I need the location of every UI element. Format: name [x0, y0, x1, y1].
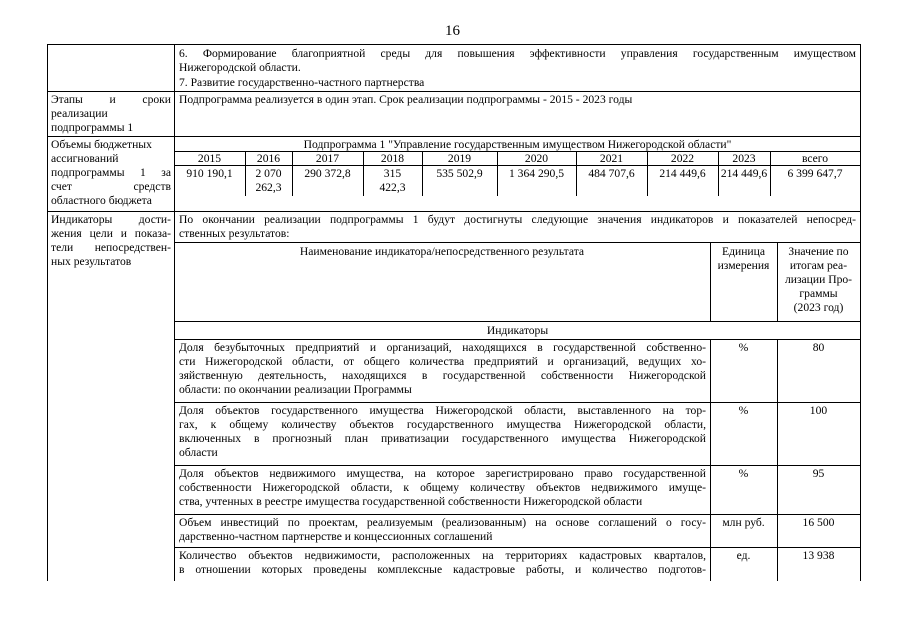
budget-value: 1 364 290,5 — [508, 167, 565, 180]
stages-label-word: Этапы — [51, 93, 83, 106]
goal-6-line-1: 6. Формирование благоприятной среды для повышения эффективности управления государственным имуществом — [179, 47, 856, 60]
value-header-line: Значение по — [788, 245, 849, 258]
budget-value-line: 262,3 — [255, 181, 282, 194]
indicator-col-line — [710, 339, 711, 581]
row-divider — [47, 136, 861, 137]
indicator-row-line: Доля объектов недвижимого имущества, на которое зарегистрировано право государственной — [179, 467, 706, 480]
indicator-row — [179, 549, 706, 577]
budget-value: 535 502,9 — [436, 167, 483, 180]
year-header: всего — [801, 152, 829, 165]
indicators-label-line: жения цели и показа- — [51, 227, 171, 240]
year-header: 2017 — [315, 152, 340, 165]
indicator-row-line: области — [179, 446, 218, 459]
goal-6-line-2: Нижегородской области. — [179, 61, 301, 74]
year-header: 2021 — [599, 152, 624, 165]
indicators-label — [51, 213, 171, 269]
year-header: 2018 — [380, 152, 405, 165]
label-column-divider — [174, 44, 175, 581]
stages-label-word: сроки — [142, 93, 171, 106]
budget-value: 290 372,8 — [304, 167, 351, 180]
table-border-right — [860, 44, 861, 581]
indicator-value: 100 — [809, 404, 828, 417]
indicator-row-line: сти Нижегородской области, от общего количества предприятий и организаций, ведущих хо- — [179, 355, 706, 368]
indicator-row-line: дарственно-частном партнерстве и концессионных соглашений — [179, 530, 493, 543]
indicator-row-line: гах, к общему количеству объектов государственного имущества Нижегородской области, — [179, 418, 706, 431]
year-header: 2022 — [670, 152, 695, 165]
indicator-row-line: Доля безубыточных предприятий и организаций, находящихся в государственной собственно- — [179, 341, 706, 354]
indicator-row-line: Объем инвестиций по проектам, реализуемым (реализованным) на основе соглашений о госу- — [179, 516, 706, 529]
indicator-col-line — [777, 339, 778, 581]
budget-label-line: Объемы бюджетных — [51, 138, 152, 151]
budget-value-line: 422,3 — [379, 181, 406, 194]
budget-value — [363, 167, 422, 195]
indicator-row-line: зяйственную деятельность, находящихся в государственной собственности Нижегородской — [179, 369, 706, 382]
year-header: 2016 — [256, 152, 281, 165]
budget-value-line: 315 — [383, 167, 402, 180]
table-border-left — [47, 44, 48, 581]
indicator-unit: млн руб. — [722, 516, 765, 529]
budget-value: 910 190,1 — [186, 167, 233, 180]
indicator-unit: % — [738, 341, 749, 354]
indicators-label-line: ных результатов — [51, 255, 132, 268]
value-header-line: граммы — [799, 287, 838, 300]
budget-value-line: 2 070 — [255, 167, 282, 180]
unit-header-line: Единица — [722, 245, 765, 258]
budget-label-word: средств — [133, 180, 171, 193]
indicator-row-line: Доля объектов государственного имущества Нижегородской области, выставленного на тор- — [179, 404, 706, 417]
indicator-grid-line — [174, 514, 861, 515]
indicator-row-line: ства, учтенных в реестре имущества государственной собственности Нижегородской области — [179, 495, 643, 508]
indicator-row — [179, 516, 706, 544]
indicator-grid-line — [174, 465, 861, 466]
indicator-row-line: области: по окончании реализации Программы — [179, 383, 412, 396]
stages-text: Подпрограмма реализуется в один этап. Срок реализации подпрограммы - 2015 - 2023 годы — [179, 93, 633, 106]
indicator-row-line: Количество объектов недвижимости, расположенных на территориях кадастровых кварталов, — [179, 549, 706, 562]
budget-value: 214 449,6 — [659, 167, 706, 180]
indicator-unit-header — [710, 245, 777, 273]
budget-header: Подпрограмма 1 "Управление государственным имуществом Нижегородской области" — [303, 138, 732, 151]
page-number: 16 — [445, 23, 460, 39]
value-header-line: лизации Про- — [784, 273, 853, 286]
indicator-grid-line — [174, 402, 861, 403]
indicator-grid-line — [174, 242, 861, 243]
indicator-row — [179, 341, 706, 397]
row-divider — [47, 91, 861, 92]
year-header: 2019 — [447, 152, 472, 165]
year-header: 2023 — [732, 152, 756, 165]
budget-label-line: ассигнований — [51, 152, 119, 165]
budget-value: 214 449,6 — [720, 167, 768, 180]
indicators-intro-line-2: ственных результатов: — [179, 227, 290, 240]
indicator-grid-line — [174, 339, 861, 340]
indicator-row-line: включенных в прогнозный план приватизации государственного имущества Нижегородской — [179, 432, 706, 445]
indicator-unit: ед. — [736, 549, 751, 562]
stages-label — [51, 93, 171, 135]
indicators-intro-line-1: По окончании реализации подпрограммы 1 будут достигнуты следующие значения индикаторов и показателей непосред- — [179, 213, 856, 226]
indicator-grid-line — [174, 547, 861, 548]
year-header: 2015 — [197, 152, 222, 165]
value-header-line: итогам реа- — [789, 259, 848, 272]
goal-7: 7. Развитие государственно-частного партнерства — [179, 76, 425, 89]
budget-label-line: областного бюджета — [51, 194, 152, 207]
indicator-row-line: в отношении которых проведены комплексные кадастровые работы, и количество подготов- — [179, 563, 706, 576]
indicator-unit: % — [738, 404, 749, 417]
budget-value: 6 399 647,7 — [787, 167, 843, 180]
indicator-value: 80 — [812, 341, 825, 354]
indicator-unit: % — [738, 467, 749, 480]
table-border-top — [47, 44, 861, 45]
value-header-line: (2023 год) — [793, 301, 844, 314]
year-header: 2020 — [524, 152, 549, 165]
indicator-row-line: собственности Нижегородской области, к общему количеству объектов недвижимого имуще- — [179, 481, 706, 494]
stages-label-line: подпрограммы 1 — [51, 121, 134, 134]
indicator-value: 16 500 — [802, 516, 835, 529]
budget-value: 484 707,6 — [588, 167, 635, 180]
row-divider — [47, 211, 861, 212]
indicator-row — [179, 404, 706, 460]
budget-label-word: счет — [51, 180, 72, 193]
indicator-row — [179, 467, 706, 509]
indicator-value-header — [777, 245, 860, 315]
budget-label — [51, 138, 171, 208]
budget-value — [245, 167, 292, 195]
indicators-label-line: тели непосредствен- — [51, 241, 171, 254]
indicator-grid-line — [174, 321, 861, 322]
indicator-value: 13 938 — [802, 549, 835, 562]
indicator-value: 95 — [812, 467, 825, 480]
stages-label-word: и — [109, 93, 116, 106]
unit-header-line: измерения — [717, 259, 770, 272]
indicators-section-title: Индикаторы — [486, 324, 549, 337]
budget-label-line: подпрограммы 1 за — [51, 166, 171, 179]
stages-label-line: реализации — [51, 107, 108, 120]
indicators-label-line: Индикаторы дости- — [51, 213, 171, 226]
indicator-name-header: Наименование индикатора/непосредственного результата — [299, 245, 585, 258]
